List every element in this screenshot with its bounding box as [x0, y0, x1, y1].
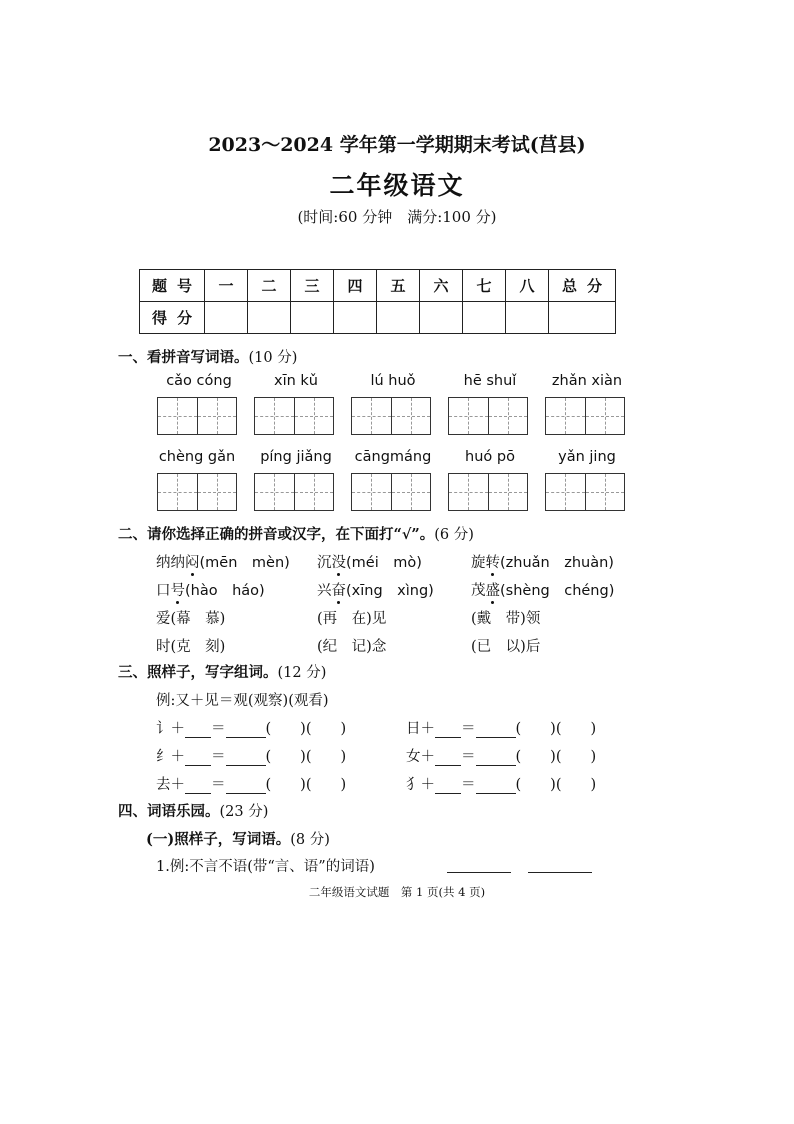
pinyin-label: píng jiǎng	[260, 449, 332, 465]
pinyin-label: huó pō	[465, 449, 515, 465]
choice-item[interactable]: 纳纳闷(mēn mèn)	[156, 555, 290, 571]
compose-row[interactable]: 女＋ ＝ ( )( )	[406, 749, 597, 765]
choice-item[interactable]: 时(克 刻)	[156, 639, 226, 655]
choice-item[interactable]: 沉没(méi mò)	[317, 555, 422, 571]
score-cell[interactable]	[291, 302, 334, 334]
q2-heading: 二、请你选择正确的拼音或汉字，在下面打“√”。(6 分)	[118, 526, 474, 543]
choice-item[interactable]: (再 在)见	[317, 611, 387, 627]
pinyin-label: hē shuǐ	[463, 373, 517, 389]
writing-grid[interactable]	[448, 473, 528, 511]
score-cell[interactable]	[205, 302, 248, 334]
score-cell[interactable]	[506, 302, 549, 334]
score-col-6: 六	[420, 270, 463, 302]
choice-item[interactable]: 茂盛(shèng chéng)	[471, 583, 615, 599]
score-col-4: 四	[334, 270, 377, 302]
score-table-header-label: 题号	[140, 270, 205, 302]
score-table	[139, 269, 616, 334]
page-footer: 二年级语文试题 第 1 页(共 4 页)	[308, 885, 486, 899]
score-cell[interactable]	[463, 302, 506, 334]
score-col-5: 五	[377, 270, 420, 302]
q4-heading: 四、词语乐园。(23 分)	[118, 803, 269, 820]
writing-grid[interactable]	[254, 397, 334, 435]
compose-row[interactable]: 日＋ ＝ ( )( )	[406, 721, 597, 737]
subject-title: 二年级语文	[329, 171, 465, 200]
pinyin-label: chèng gǎn	[158, 449, 236, 465]
writing-grid[interactable]	[254, 473, 334, 511]
score-cell[interactable]	[377, 302, 420, 334]
choice-item[interactable]: (已 以)后	[471, 639, 541, 655]
pinyin-label: lú huǒ	[370, 373, 416, 389]
score-col-7: 七	[463, 270, 506, 302]
writing-grid[interactable]	[545, 473, 625, 511]
choice-item[interactable]: (戴 带)领	[471, 611, 541, 627]
answer-blank[interactable]	[528, 872, 592, 873]
pinyin-label: yǎn jing	[558, 449, 616, 465]
exam-info: (时间:60 分钟 满分:100 分)	[297, 208, 497, 226]
score-col-2: 二	[248, 270, 291, 302]
compose-row[interactable]: 纟＋ ＝ ( )( )	[156, 749, 347, 765]
q1-heading: 一、看拼音写词语。(10 分)	[118, 349, 298, 366]
score-col-8: 八	[506, 270, 549, 302]
score-row-label: 得分	[140, 302, 205, 334]
writing-grid[interactable]	[545, 397, 625, 435]
score-cell[interactable]	[334, 302, 377, 334]
answer-blank[interactable]	[447, 872, 511, 873]
choice-item[interactable]: 口号(hào háo)	[156, 583, 265, 599]
choice-item[interactable]: 爱(幕 慕)	[156, 611, 226, 627]
score-cell[interactable]	[248, 302, 291, 334]
compose-row[interactable]: 去＋ ＝ ( )( )	[156, 777, 347, 793]
choice-item[interactable]: (纪 记)念	[317, 639, 387, 655]
pinyin-label: cǎo cóng	[166, 373, 232, 389]
q3-heading: 三、照样子，写字组词。(12 分)	[118, 664, 327, 681]
score-col-3: 三	[291, 270, 334, 302]
pinyin-label: xīn kǔ	[274, 373, 318, 389]
q3-example: 例:又＋见＝观(观察)(观看)	[156, 693, 329, 709]
exam-title: 2023～2024 学年第一学期期末考试(莒县)	[208, 134, 586, 156]
score-cell[interactable]	[549, 302, 616, 334]
pinyin-label: zhǎn xiàn	[551, 373, 623, 389]
writing-grid[interactable]	[351, 473, 431, 511]
score-col-total: 总分	[549, 270, 616, 302]
compose-row[interactable]: 讠＋ ＝ ( )( )	[156, 721, 347, 737]
writing-grid[interactable]	[157, 397, 237, 435]
writing-grid[interactable]	[351, 397, 431, 435]
choice-item[interactable]: 旋转(zhuǎn zhuàn)	[471, 555, 614, 571]
writing-grid[interactable]	[448, 397, 528, 435]
score-cell[interactable]	[420, 302, 463, 334]
q4-item-1: 1.例:不言不语(带“言、语”的词语)	[156, 859, 375, 875]
choice-item[interactable]: 兴奋(xīng xìng)	[317, 583, 434, 599]
q4-sub-heading: (一)照样子，写词语。(8 分)	[146, 831, 330, 848]
score-col-1: 一	[205, 270, 248, 302]
writing-grid[interactable]	[157, 473, 237, 511]
pinyin-label: cāngmáng	[354, 449, 432, 465]
compose-row[interactable]: 犭＋ ＝ ( )( )	[406, 777, 597, 793]
